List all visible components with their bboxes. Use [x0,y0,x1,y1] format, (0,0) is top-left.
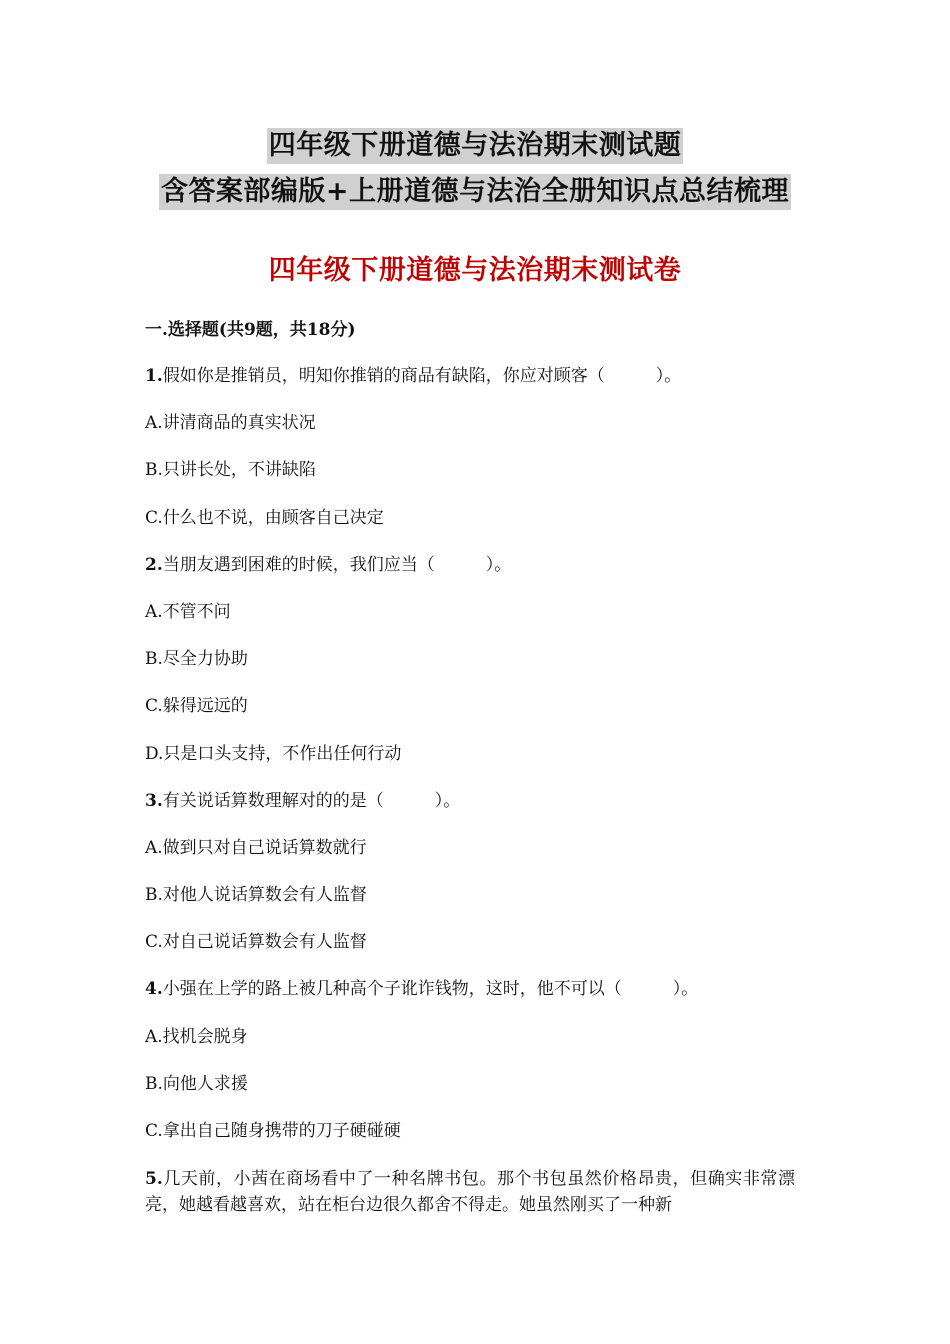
option-item: A.讲清商品的真实状况 [145,413,316,434]
option-item: B.对他人说话算数会有人监督 [145,885,367,906]
question-text: 小强在上学的路上被几种高个子讹诈钱物，这时，他不可以（ ）。 [162,979,699,1000]
option-item: D.只是口头支持，不作出任何行动 [145,743,402,764]
question-list [145,318,805,1218]
option-item: C.躲得远远的 [145,696,248,717]
question-1 [145,364,805,388]
question-text: 假如你是推销员，明知你推销的商品有缺陷，你应对顾客（ ）。 [162,366,682,386]
exam-subtitle: 四年级下册道德与法治期末测试卷 [268,255,682,286]
question-4 [145,977,805,1001]
question-3 [145,789,805,813]
question-number: 2. [145,554,163,575]
document-title [0,128,950,220]
section-title: 一.选择题(共9题，共18分) [145,320,356,340]
question-5 [145,1166,795,1218]
question-text: 有关说话算数理解对的的是（ ）。 [162,790,461,811]
question-2 [145,553,805,577]
option-item: C.什么也不说，由顾客自己决定 [145,507,384,528]
option-item: C.拿出自己随身携带的刀子硬碰硬 [145,1121,401,1141]
question-number: 3. [145,790,163,811]
option-item: B.尽全力协助 [145,649,248,670]
option-item: B.向他人求援 [145,1073,248,1094]
question-text: 几天前，小茜在商场看中了一种名牌书包。那个书包虽然价格昂贵，但确实非常漂亮，她越看越喜欢，站在柜台边很久都舍不得走。她虽然刚买了一种新 [145,1169,795,1216]
title-line-1: 四年级下册道德与法治期末测试题 [267,128,684,164]
option-item: C.对自己说话算数会有人监督 [145,932,367,953]
title-line-2: 含答案部编版+上册道德与法治全册知识点总结梳理 [159,174,791,210]
question-number: 1. [145,366,163,386]
option-item: A.做到只对自己说话算数就行 [145,837,367,858]
question-number: 4. [145,979,163,1000]
option-item: A.找机会脱身 [145,1026,248,1047]
question-number: 5. [145,1169,163,1190]
question-text: 当朋友遇到困难的时候，我们应当（ ）。 [162,554,512,575]
option-item: B.只讲长处，不讲缺陷 [145,460,316,481]
option-item: A.不管不问 [145,601,231,622]
